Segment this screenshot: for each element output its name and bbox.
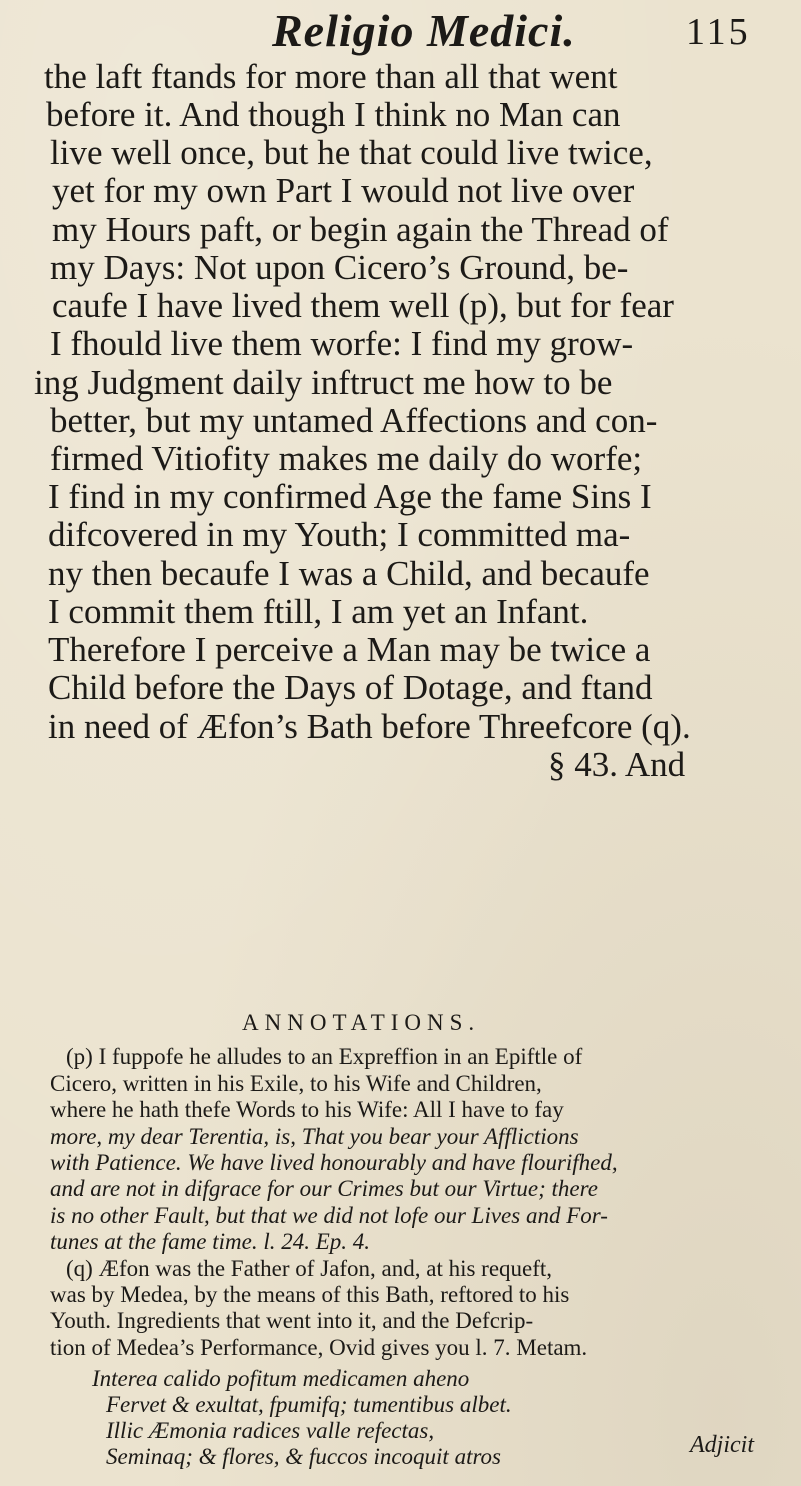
catchword: Adjicit <box>690 1432 754 1458</box>
verse-line: Interea calido pofitum medicamen aheno <box>92 1366 470 1391</box>
note-line: and are not in difgrace for our Crimes but our Virtue; there <box>50 1176 598 1201</box>
text-line: the laft ftands for more than all that went <box>44 57 618 96</box>
text-line: Child before the Days of Dotage, and ftand <box>48 668 653 707</box>
verse-line: Illic Æmonia radices valle refectas, <box>106 1418 435 1443</box>
text-line: better, but my untamed Affections and con- <box>50 401 658 440</box>
text-line: before it. And though I think no Man can <box>46 95 621 134</box>
running-head <box>0 4 801 64</box>
note-line: more, my dear Terentia, is, That you bear your Afflictions <box>50 1124 579 1149</box>
note-line: tunes at the fame time. l. 24. Ep. 4. <box>50 1229 371 1254</box>
text-line: my Hours paft, or begin again the Thread of <box>52 210 669 249</box>
text-line: firmed Vitiofity makes me daily do worfe; <box>50 439 643 478</box>
text-line: I fhould live them worfe: I find my grow- <box>50 324 634 363</box>
text-line: yet for my own Part I would not live over <box>52 171 635 210</box>
note-line: (q) Æfon was the Father of Jafon, and, at his requeft, <box>66 1256 553 1281</box>
text-line: live well once, but he that could live twice, <box>50 133 653 172</box>
note-line: Cicero, written in his Exile, to his Wife and Children, <box>50 1071 542 1096</box>
text-line: difcovered in my Youth; I committed ma- <box>48 515 631 554</box>
text-line: in need of Æfon’s Bath before Threefcore (q). <box>48 707 691 746</box>
annotations-heading: ANNOTATIONS. <box>242 1010 481 1035</box>
verse-line: Seminaq; & flores, & fuccos incoquit atros <box>106 1444 502 1469</box>
page-number: 115 <box>686 11 751 53</box>
note-line: tion of Medea’s Performance, Ovid gives you l. 7. Metam. <box>50 1335 588 1360</box>
note-line: with Patience. We have lived honourably and have flourifhed, <box>50 1150 618 1175</box>
text-line: caufe I have lived them well (p), but for fear <box>52 286 674 325</box>
text-line: ing Judgment daily inftruct me how to be <box>34 363 613 402</box>
text-line: my Days: Not upon Cicero’s Ground, be- <box>50 248 629 287</box>
note-line: (p) I fuppofe he alludes to an Expreffion in an Epiftle of <box>66 1044 583 1069</box>
text-line: Therefore I perceive a Man may be twice a <box>48 630 651 669</box>
note-line: was by Medea, by the means of this Bath, reftored to his <box>50 1282 570 1307</box>
text-line: ny then becaufe I was a Child, and becaufe <box>48 554 650 593</box>
text-line: I commit them ftill, I am yet an Infant. <box>48 592 589 631</box>
running-title: Religio Medici. <box>272 5 576 56</box>
section-marker: § 43. And <box>548 745 686 784</box>
note-line: where he hath thefe Words to his Wife: All I have to fay <box>50 1097 564 1122</box>
note-line: is no other Fault, but that we did not lofe our Lives and For- <box>50 1203 608 1228</box>
verse-line: Fervet & exultat, fpumifq; tumentibus albet. <box>106 1392 512 1417</box>
text-line: I find in my confirmed Age the fame Sins I <box>48 477 652 516</box>
note-line: Youth. Ingredients that went into it, and the Defcrip- <box>50 1308 534 1333</box>
